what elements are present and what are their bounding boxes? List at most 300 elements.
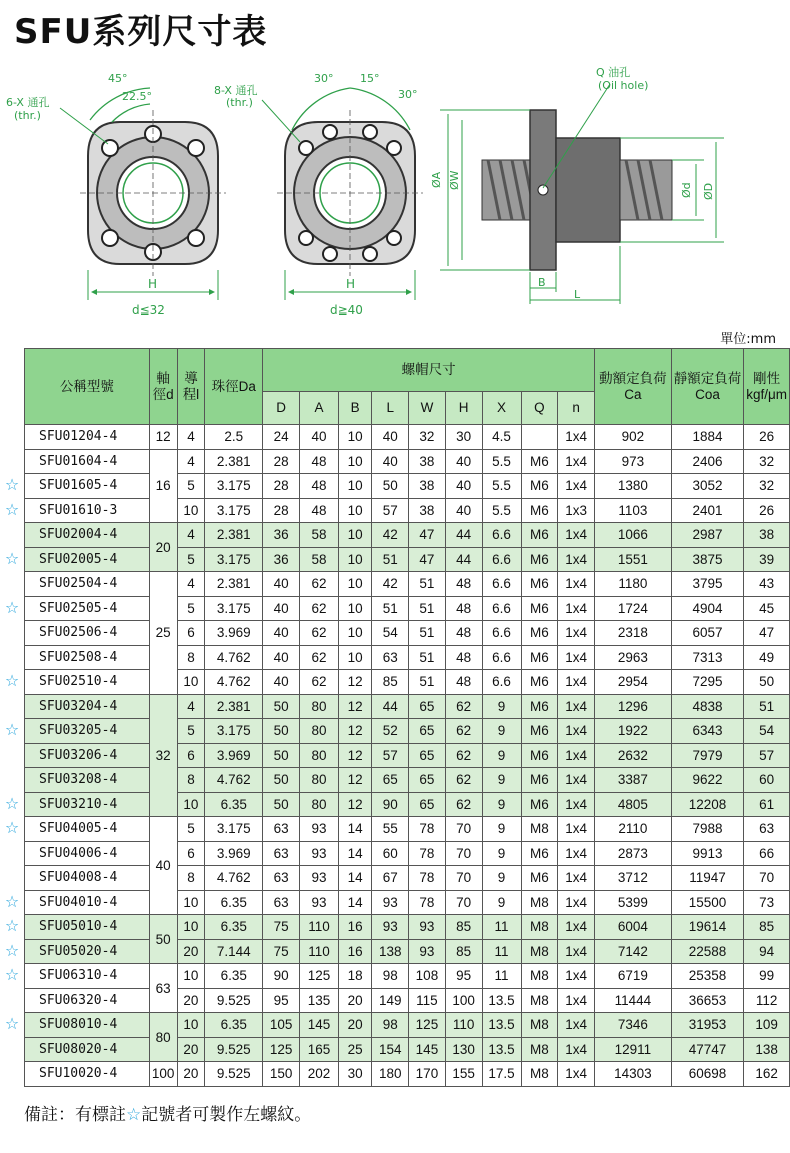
- cell-model: SFU05010-4: [25, 915, 150, 940]
- cell-b: 10: [338, 547, 371, 572]
- cell-a: 145: [299, 1013, 338, 1038]
- cell-ca: 7142: [595, 939, 672, 964]
- cell-coa: 7313: [671, 645, 743, 670]
- cell-w: 47: [409, 547, 446, 572]
- cell-l: 10: [177, 670, 205, 695]
- left-condition: d≦32: [132, 303, 165, 317]
- cell-d: 150: [263, 1062, 300, 1087]
- cell-shaft-diameter: 100: [149, 1062, 177, 1087]
- cell-a: 110: [299, 915, 338, 940]
- cell-ca: 1922: [595, 719, 672, 744]
- cell-coa: 2406: [671, 449, 743, 474]
- cell-ca: 7346: [595, 1013, 672, 1038]
- cell-ca: 14303: [595, 1062, 672, 1087]
- cell-l: 10: [177, 1013, 205, 1038]
- cell-h: 130: [445, 1037, 482, 1062]
- cell-ca: 6719: [595, 964, 672, 989]
- cell-h: 155: [445, 1062, 482, 1087]
- cell-d: 24: [263, 425, 300, 450]
- cell-da: 3.175: [205, 817, 263, 842]
- cell-w: 170: [409, 1062, 446, 1087]
- header-coa: 靜額定負荷Coa: [671, 349, 743, 425]
- cell-shaft-diameter: 20: [149, 523, 177, 572]
- cell-ca: 2963: [595, 645, 672, 670]
- cell-model: SFU05020-4: [25, 939, 150, 964]
- table-row: [25, 670, 790, 695]
- cell-model: SFU04005-4: [25, 817, 150, 842]
- cell-b: 12: [338, 792, 371, 817]
- cell-w: 115: [409, 988, 446, 1013]
- left-thread-star-icon: ☆: [4, 892, 20, 911]
- cell-da: 3.969: [205, 743, 263, 768]
- cell-b: 10: [338, 498, 371, 523]
- cell-x: 9: [482, 792, 521, 817]
- cell-x: 6.6: [482, 645, 521, 670]
- cell-w: 78: [409, 866, 446, 891]
- cell-w: 65: [409, 768, 446, 793]
- flange-front-view-6-hole: [60, 88, 226, 300]
- cell-n: 1x4: [558, 474, 595, 499]
- dim-w: ØW: [448, 170, 461, 190]
- cell-l: 40: [372, 425, 409, 450]
- cell-l: 4: [177, 694, 205, 719]
- l-label: L: [574, 288, 581, 301]
- left-h-label: H: [148, 277, 158, 291]
- cell-x: 9: [482, 743, 521, 768]
- cell-l: 10: [177, 890, 205, 915]
- cell-k: 39: [744, 547, 790, 572]
- cell-x: 5.5: [482, 449, 521, 474]
- cell-da: 2.381: [205, 694, 263, 719]
- cell-l: 149: [372, 988, 409, 1013]
- left-thread-star-icon: ☆: [4, 475, 20, 494]
- cell-q: [521, 425, 558, 450]
- left-thread-star-icon: ☆: [4, 671, 20, 690]
- cell-q: M6: [521, 523, 558, 548]
- cell-shaft-diameter: 50: [149, 915, 177, 964]
- cell-a: 125: [299, 964, 338, 989]
- cell-a: 62: [299, 645, 338, 670]
- cell-w: 51: [409, 621, 446, 646]
- cell-b: 20: [338, 1013, 371, 1038]
- cell-k: 26: [744, 498, 790, 523]
- cell-da: 2.381: [205, 572, 263, 597]
- cell-d: 40: [263, 645, 300, 670]
- cell-a: 165: [299, 1037, 338, 1062]
- cell-ca: 1066: [595, 523, 672, 548]
- cell-l: 4: [177, 572, 205, 597]
- cell-h: 70: [445, 841, 482, 866]
- cell-da: 9.525: [205, 1037, 263, 1062]
- cell-l: 20: [177, 1062, 205, 1087]
- cell-w: 78: [409, 817, 446, 842]
- left-thread-star-icon: ☆: [4, 941, 20, 960]
- oil-hole-en: (Oil hole): [598, 79, 649, 92]
- cell-da: 9.525: [205, 988, 263, 1013]
- cell-da: 7.144: [205, 939, 263, 964]
- cell-k: 54: [744, 719, 790, 744]
- cell-k: 32: [744, 449, 790, 474]
- cell-da: 3.175: [205, 474, 263, 499]
- cell-a: 40: [299, 425, 338, 450]
- cell-n: 1x4: [558, 425, 595, 450]
- cell-l: 20: [177, 939, 205, 964]
- cell-q: M6: [521, 719, 558, 744]
- header-nut-n: n: [558, 392, 595, 425]
- cell-da: 2.5: [205, 425, 263, 450]
- cell-n: 1x4: [558, 719, 595, 744]
- cell-d: 36: [263, 547, 300, 572]
- cell-l: 4: [177, 425, 205, 450]
- cell-k: 63: [744, 817, 790, 842]
- cell-h: 40: [445, 474, 482, 499]
- cell-n: 1x4: [558, 866, 595, 891]
- cell-h: 85: [445, 939, 482, 964]
- cell-q: M6: [521, 670, 558, 695]
- cell-q: M8: [521, 890, 558, 915]
- footnote-prefix: 備註：有標註: [24, 1105, 126, 1125]
- cell-da: 3.969: [205, 841, 263, 866]
- cell-a: 48: [299, 474, 338, 499]
- cell-coa: 3052: [671, 474, 743, 499]
- cell-h: 48: [445, 572, 482, 597]
- cell-w: 51: [409, 596, 446, 621]
- cell-d: 50: [263, 743, 300, 768]
- cell-h: 44: [445, 547, 482, 572]
- left-thread-star-icon: ☆: [4, 794, 20, 813]
- left-hole-label: 6-X 通孔: [6, 96, 50, 109]
- cell-a: 80: [299, 694, 338, 719]
- cell-coa: 2401: [671, 498, 743, 523]
- cell-x: 6.6: [482, 621, 521, 646]
- cell-b: 12: [338, 768, 371, 793]
- cell-model: SFU01604-4: [25, 449, 150, 474]
- cell-q: M6: [521, 449, 558, 474]
- cell-b: 10: [338, 572, 371, 597]
- cell-b: 12: [338, 694, 371, 719]
- header-ball: 珠徑Da: [205, 349, 263, 425]
- cell-n: 1x4: [558, 964, 595, 989]
- left-thr-label: (thr.): [14, 109, 41, 122]
- cell-x: 6.6: [482, 596, 521, 621]
- cell-a: 62: [299, 596, 338, 621]
- cell-d: 105: [263, 1013, 300, 1038]
- table-row: [25, 890, 790, 915]
- cell-l: 54: [372, 621, 409, 646]
- cell-ca: 2954: [595, 670, 672, 695]
- cell-d: 63: [263, 866, 300, 891]
- cell-k: 43: [744, 572, 790, 597]
- cell-l: 8: [177, 866, 205, 891]
- table-row: [25, 915, 790, 940]
- cell-h: 62: [445, 792, 482, 817]
- left-thread-star-icon: ☆: [4, 598, 20, 617]
- cell-d: 40: [263, 670, 300, 695]
- table-row: [25, 964, 790, 989]
- cell-coa: 19614: [671, 915, 743, 940]
- cell-coa: 7295: [671, 670, 743, 695]
- cell-k: 26: [744, 425, 790, 450]
- cell-w: 38: [409, 498, 446, 523]
- cell-h: 48: [445, 670, 482, 695]
- cell-n: 1x4: [558, 572, 595, 597]
- cell-l: 8: [177, 645, 205, 670]
- cell-w: 51: [409, 645, 446, 670]
- cell-model: SFU06310-4: [25, 964, 150, 989]
- cell-model: SFU01204-4: [25, 425, 150, 450]
- table-row: [25, 523, 790, 548]
- cell-ca: 1380: [595, 474, 672, 499]
- cell-model: SFU04008-4: [25, 866, 150, 891]
- cell-d: 50: [263, 719, 300, 744]
- cell-x: 9: [482, 719, 521, 744]
- cell-b: 10: [338, 596, 371, 621]
- cell-b: 10: [338, 645, 371, 670]
- left-angle-2: 22.5°: [122, 90, 152, 103]
- header-shaft: 軸徑d: [149, 349, 177, 425]
- cell-x: 9: [482, 866, 521, 891]
- table-row: [25, 792, 790, 817]
- table-row: [25, 817, 790, 842]
- cell-ca: 5399: [595, 890, 672, 915]
- cell-ca: 1180: [595, 572, 672, 597]
- cell-h: 48: [445, 596, 482, 621]
- cell-b: 10: [338, 474, 371, 499]
- cell-ca: 1296: [595, 694, 672, 719]
- cell-q: M6: [521, 498, 558, 523]
- cell-l: 5: [177, 474, 205, 499]
- cell-h: 110: [445, 1013, 482, 1038]
- cell-a: 80: [299, 768, 338, 793]
- cell-shaft-diameter: 63: [149, 964, 177, 1013]
- cell-w: 78: [409, 841, 446, 866]
- cell-model: SFU08020-4: [25, 1037, 150, 1062]
- header-model: 公稱型號: [25, 349, 150, 425]
- cell-h: 62: [445, 768, 482, 793]
- cell-a: 93: [299, 841, 338, 866]
- cell-ca: 12911: [595, 1037, 672, 1062]
- cell-l: 8: [177, 768, 205, 793]
- cell-model: SFU08010-4: [25, 1013, 150, 1038]
- cell-q: M6: [521, 743, 558, 768]
- cell-l: 138: [372, 939, 409, 964]
- cell-l: 51: [372, 596, 409, 621]
- cell-w: 47: [409, 523, 446, 548]
- cell-b: 16: [338, 915, 371, 940]
- middle-h-label: H: [346, 277, 356, 291]
- cell-ca: 2873: [595, 841, 672, 866]
- cell-a: 48: [299, 498, 338, 523]
- cell-k: 45: [744, 596, 790, 621]
- cell-k: 73: [744, 890, 790, 915]
- cell-l: 93: [372, 890, 409, 915]
- cell-l: 65: [372, 768, 409, 793]
- cell-a: 58: [299, 523, 338, 548]
- cell-a: 135: [299, 988, 338, 1013]
- cell-x: 4.5: [482, 425, 521, 450]
- cell-l: 10: [177, 792, 205, 817]
- ball-nut-diagram: [0, 60, 790, 320]
- cell-n: 1x4: [558, 988, 595, 1013]
- cell-b: 14: [338, 866, 371, 891]
- cell-da: 4.762: [205, 866, 263, 891]
- cell-q: M6: [521, 768, 558, 793]
- cell-a: 93: [299, 890, 338, 915]
- cell-h: 100: [445, 988, 482, 1013]
- cell-da: 2.381: [205, 449, 263, 474]
- cell-coa: 6057: [671, 621, 743, 646]
- cell-l: 42: [372, 572, 409, 597]
- cell-l: 50: [372, 474, 409, 499]
- cell-h: 70: [445, 866, 482, 891]
- cell-l: 90: [372, 792, 409, 817]
- cell-l: 85: [372, 670, 409, 695]
- cell-x: 5.5: [482, 474, 521, 499]
- cell-n: 1x4: [558, 841, 595, 866]
- cell-n: 1x4: [558, 890, 595, 915]
- cell-b: 16: [338, 939, 371, 964]
- cell-l: 154: [372, 1037, 409, 1062]
- cell-model: SFU02005-4: [25, 547, 150, 572]
- cell-d: 125: [263, 1037, 300, 1062]
- cell-n: 1x4: [558, 1062, 595, 1087]
- cell-h: 30: [445, 425, 482, 450]
- cell-d: 40: [263, 621, 300, 646]
- cell-w: 108: [409, 964, 446, 989]
- cell-coa: 1884: [671, 425, 743, 450]
- cell-model: SFU02505-4: [25, 596, 150, 621]
- cell-w: 78: [409, 890, 446, 915]
- cell-q: M8: [521, 915, 558, 940]
- middle-condition: d≧40: [330, 303, 363, 317]
- cell-shaft-diameter: 12: [149, 425, 177, 450]
- cell-d: 50: [263, 768, 300, 793]
- cell-q: M6: [521, 645, 558, 670]
- cell-ca: 4805: [595, 792, 672, 817]
- cell-w: 51: [409, 670, 446, 695]
- cell-shaft-diameter: 80: [149, 1013, 177, 1062]
- header-nut-d: D: [263, 392, 300, 425]
- cell-a: 93: [299, 817, 338, 842]
- page-title: SFU系列尺寸表: [14, 12, 268, 52]
- cell-x: 9: [482, 694, 521, 719]
- cell-x: 11: [482, 915, 521, 940]
- table-row: [25, 1062, 790, 1087]
- cell-coa: 15500: [671, 890, 743, 915]
- cell-d: 95: [263, 988, 300, 1013]
- cell-l: 5: [177, 817, 205, 842]
- cell-x: 17.5: [482, 1062, 521, 1087]
- cell-n: 1x4: [558, 939, 595, 964]
- cell-a: 62: [299, 572, 338, 597]
- cell-model: SFU01605-4: [25, 474, 150, 499]
- cell-a: 110: [299, 939, 338, 964]
- cell-d: 50: [263, 792, 300, 817]
- cell-l: 6: [177, 841, 205, 866]
- cell-l: 55: [372, 817, 409, 842]
- cell-w: 93: [409, 939, 446, 964]
- cell-ca: 902: [595, 425, 672, 450]
- cell-k: 57: [744, 743, 790, 768]
- cell-n: 1x4: [558, 817, 595, 842]
- cell-w: 51: [409, 572, 446, 597]
- cell-d: 36: [263, 523, 300, 548]
- table-row: [25, 645, 790, 670]
- cell-l: 10: [177, 498, 205, 523]
- cell-n: 1x4: [558, 1013, 595, 1038]
- cell-d: 75: [263, 939, 300, 964]
- cell-b: 18: [338, 964, 371, 989]
- cell-k: 99: [744, 964, 790, 989]
- cell-n: 1x3: [558, 498, 595, 523]
- cell-h: 48: [445, 645, 482, 670]
- cell-d: 63: [263, 841, 300, 866]
- cell-l: 51: [372, 547, 409, 572]
- cell-model: SFU03204-4: [25, 694, 150, 719]
- cell-l: 4: [177, 523, 205, 548]
- cell-d: 90: [263, 964, 300, 989]
- cell-model: SFU04006-4: [25, 841, 150, 866]
- cell-q: M6: [521, 621, 558, 646]
- cell-k: 94: [744, 939, 790, 964]
- cell-a: 80: [299, 792, 338, 817]
- cell-a: 80: [299, 743, 338, 768]
- cell-l: 20: [177, 988, 205, 1013]
- cell-b: 10: [338, 449, 371, 474]
- cell-ca: 1724: [595, 596, 672, 621]
- table-row: [25, 498, 790, 523]
- cell-l: 57: [372, 743, 409, 768]
- left-thread-star-icon: ☆: [4, 818, 20, 837]
- cell-x: 6.6: [482, 523, 521, 548]
- cell-l: 10: [177, 915, 205, 940]
- header-nut-a: A: [299, 392, 338, 425]
- cell-x: 6.6: [482, 547, 521, 572]
- cell-q: M6: [521, 841, 558, 866]
- cell-d: 75: [263, 915, 300, 940]
- header-lead: 導程l: [177, 349, 205, 425]
- flange-front-view-8-hole: [262, 88, 423, 300]
- cell-x: 9: [482, 890, 521, 915]
- table-row: [25, 449, 790, 474]
- cell-l: 5: [177, 719, 205, 744]
- cell-x: 9: [482, 768, 521, 793]
- cell-d: 28: [263, 474, 300, 499]
- cell-a: 48: [299, 449, 338, 474]
- cell-model: SFU03206-4: [25, 743, 150, 768]
- cell-coa: 4904: [671, 596, 743, 621]
- cell-n: 1x4: [558, 743, 595, 768]
- header-nut-x: X: [482, 392, 521, 425]
- cell-model: SFU10020-4: [25, 1062, 150, 1087]
- header-nut-b: B: [338, 392, 371, 425]
- table-row: [25, 939, 790, 964]
- cell-l: 57: [372, 498, 409, 523]
- cell-coa: 4838: [671, 694, 743, 719]
- cell-da: 6.35: [205, 792, 263, 817]
- table-row: [25, 743, 790, 768]
- cell-h: 62: [445, 694, 482, 719]
- cell-shaft-diameter: 16: [149, 449, 177, 523]
- cell-da: 6.35: [205, 1013, 263, 1038]
- cell-b: 10: [338, 425, 371, 450]
- cell-q: M8: [521, 817, 558, 842]
- cell-l: 10: [177, 964, 205, 989]
- table-row: [25, 768, 790, 793]
- cell-h: 40: [445, 449, 482, 474]
- cell-w: 125: [409, 1013, 446, 1038]
- table-row: [25, 1037, 790, 1062]
